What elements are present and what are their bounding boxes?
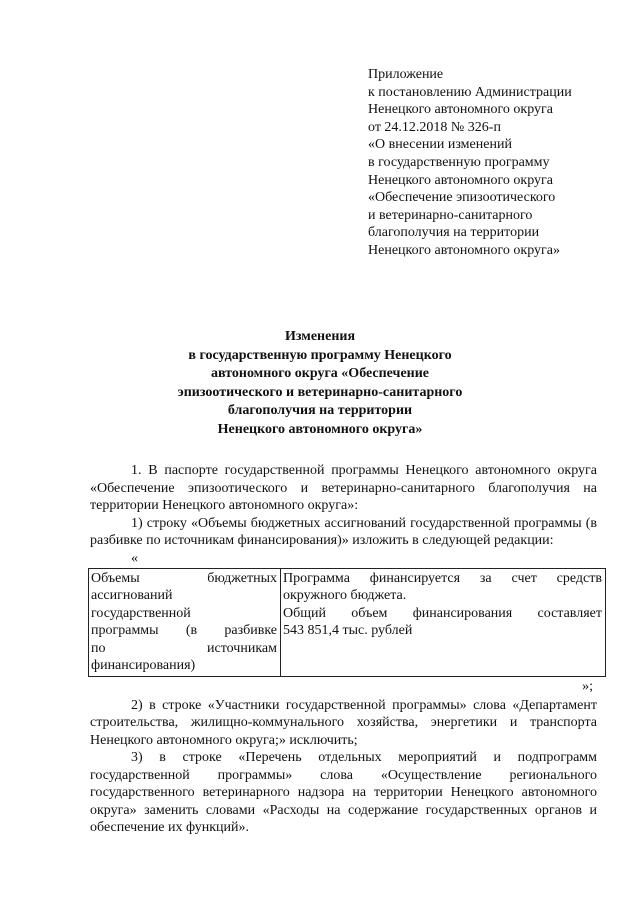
title-line: Изменения xyxy=(284,329,356,344)
appendix-line: в государственную программу xyxy=(368,154,550,170)
paragraph-2: 1) строку «Объемы бюджетных ассигнований государственной программы (в разбивке по источникам финансирования)» изложить в следующей редакции: xyxy=(90,515,597,548)
appendix-line: «Обеспечение эпизоотического xyxy=(368,190,556,206)
cell-line: по источникам xyxy=(91,640,277,656)
appendix-line: Ненецкого автономного округа xyxy=(368,102,553,118)
appendix-header xyxy=(368,66,628,260)
appendix-line: благополучия на территории xyxy=(368,225,540,241)
appendix-line: Ненецкого автономного округа xyxy=(368,172,553,188)
appendix-line: к постановлению Администрации xyxy=(368,84,572,100)
cell-line: Общий объем финансирования составляет xyxy=(283,605,602,621)
paragraph-1: 1. В паспорте государственной программы Ненецкого автономного округа «Обеспечение эпизоотического и ветеринарно-санитарного благополучия на территории Ненецкого автономного округа»: xyxy=(90,463,597,513)
paragraph-4: 3) в строке «Перечень отдельных мероприятий и подпрограмм государственной программы» слова «Осуществление регионального государственного ветеринарного надзора на территории Ненецкого автономного округа» заменить словами «Расходы на содержание государственных органов и обеспечение их функций». xyxy=(90,750,597,835)
cell-line: программы (в разбивке xyxy=(91,623,277,638)
opening-quote: « xyxy=(131,550,138,566)
cell-line: 543 851,4 тыс. рублей xyxy=(283,623,413,638)
appendix-line: Ненецкого автономного округа» xyxy=(368,242,560,258)
closing-quote: »; xyxy=(582,678,593,694)
title-line: эпизоотического и ветеринарно-санитарного xyxy=(177,384,463,400)
title-line: автономного округа «Обеспечение xyxy=(210,366,430,381)
title-line: в государственную программу Ненецкого xyxy=(188,347,452,363)
document-body xyxy=(90,462,602,837)
table-cell-label xyxy=(89,568,281,676)
appendix-line: и ветеринарно-санитарного xyxy=(368,207,533,223)
title-line: благополучия на территории xyxy=(227,403,413,418)
cell-line: финансирования) xyxy=(91,658,196,673)
appendix-line: «О внесении изменений xyxy=(368,137,512,153)
table-cell-value xyxy=(281,568,606,676)
appendix-line: от 24.12.2018 № 326-п xyxy=(368,119,501,135)
cell-line: ассигнований xyxy=(91,588,173,603)
cell-line: государственной xyxy=(91,605,191,621)
cell-line: окружного бюджета. xyxy=(283,588,407,603)
appendix-line: Приложение xyxy=(368,67,444,82)
table-row xyxy=(89,568,606,676)
document-title xyxy=(160,328,480,439)
cell-line: Объемы бюджетных xyxy=(91,570,277,586)
budget-table xyxy=(88,568,606,677)
cell-line: Программа финансируется за счет средств xyxy=(283,570,602,586)
title-line: Ненецкого автономного округа» xyxy=(217,421,423,437)
paragraph-3: 2) в строке «Участники государственной программы» слова «Департамент строительства, жилищно-коммунального хозяйства, энергетики и транспорта Ненецкого автономного округа;» исключить; xyxy=(90,697,597,748)
